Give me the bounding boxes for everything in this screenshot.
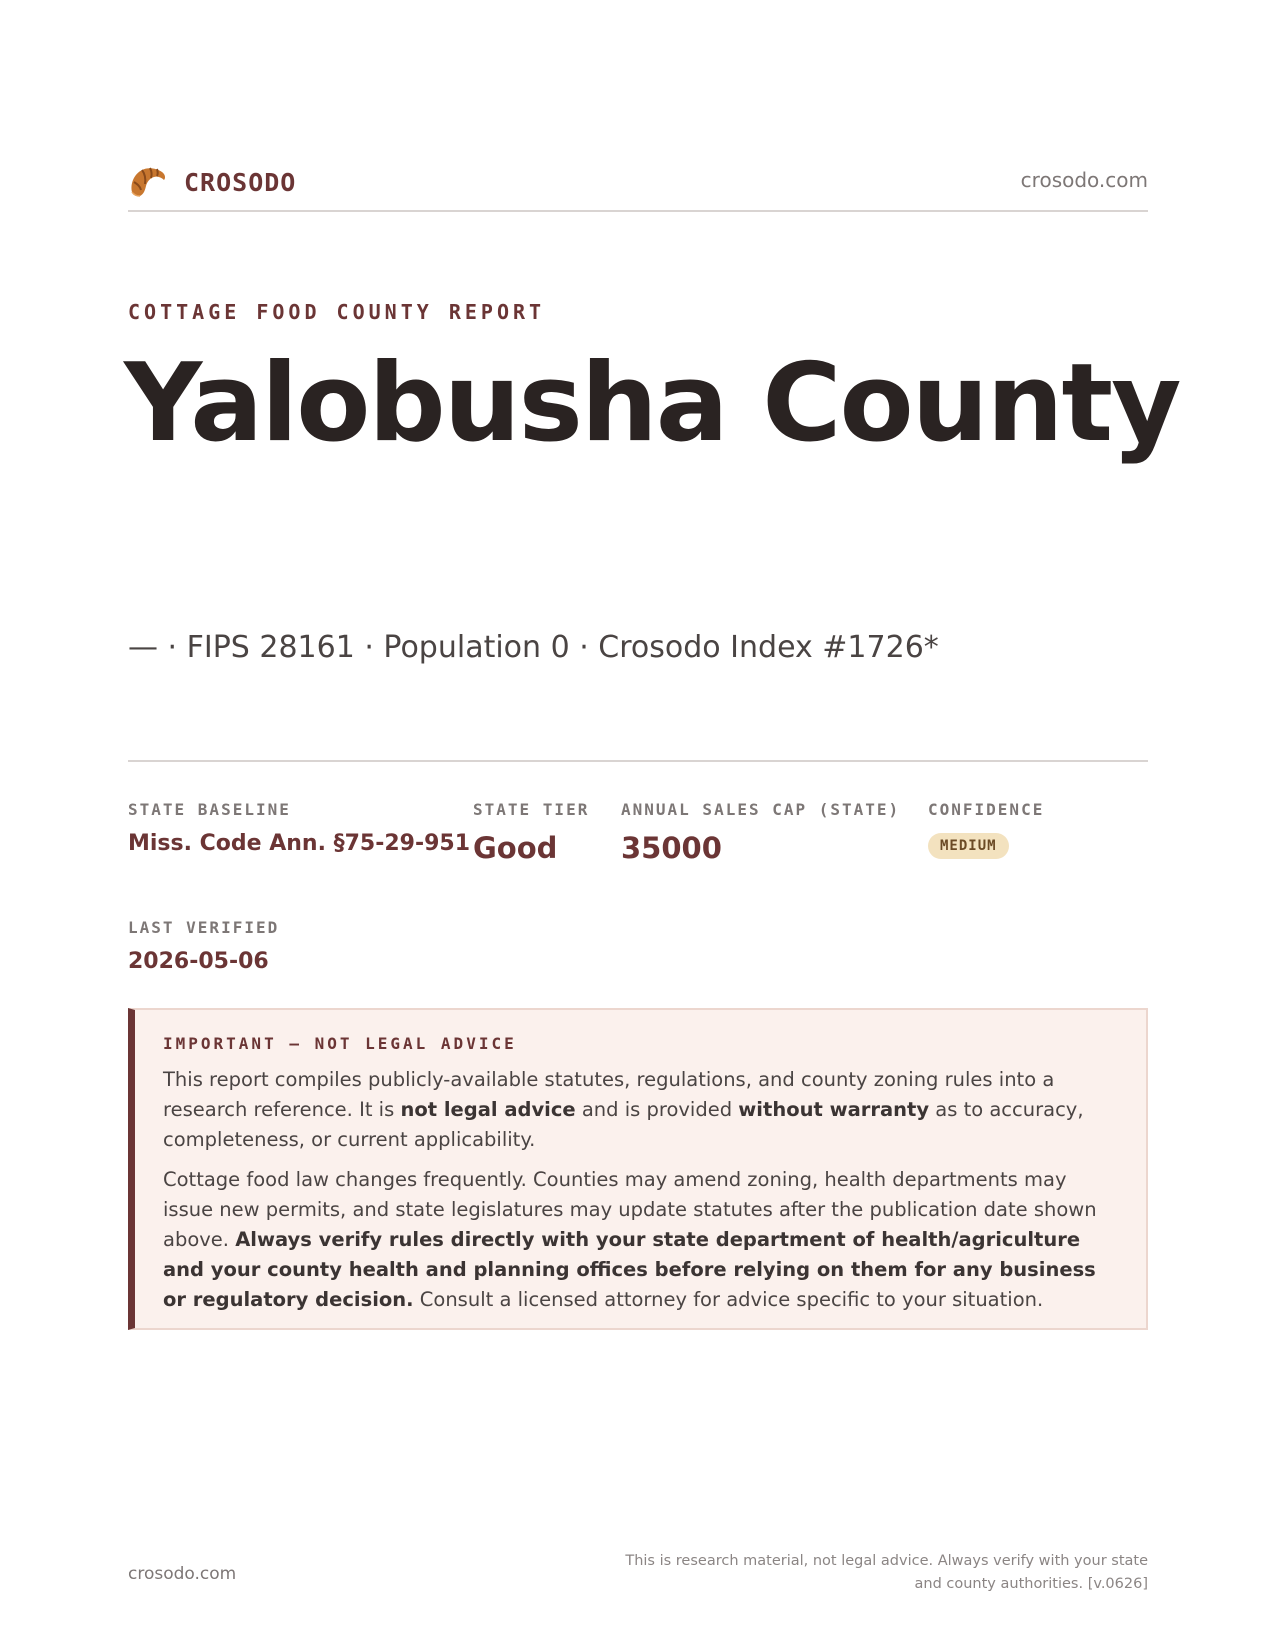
fact-label: ANNUAL SALES CAP (STATE) xyxy=(621,800,901,819)
fact-confidence xyxy=(928,800,1044,859)
page-title: Yalobusha County xyxy=(124,341,1180,466)
fact-value: 2026-05-06 xyxy=(128,949,269,974)
brand xyxy=(128,162,296,202)
fact-state-baseline xyxy=(128,800,470,856)
fact-value: Good xyxy=(473,831,558,865)
footer-disclaimer-line: and county authorities. [v.0626] xyxy=(914,1576,1148,1592)
notice-emphasis: Always verify rules directly with your state department of health/agriculture and your county health and planning offices before relying on them for any business or regulatory decision. xyxy=(163,1228,1096,1311)
legal-notice xyxy=(128,1008,1148,1330)
notice-text: This report compiles publicly-available statutes, regulations, and county zoning rules into a research reference. It is xyxy=(163,1068,1055,1121)
fact-last-verified xyxy=(128,918,279,974)
fact-value: Miss. Code Ann. §75-29-951 xyxy=(128,831,471,856)
footer-disclaimer-line: This is research material, not legal advice. Always verify with your state xyxy=(625,1553,1148,1569)
footer-site-link[interactable]: crosodo.com xyxy=(128,1564,237,1584)
footer-disclaimer xyxy=(588,1550,1148,1596)
notice-text: Cottage food law changes frequently. Counties may amend zoning, health departments may issue new permits, and state legislatures may update statutes after the publication date shown above. xyxy=(163,1168,1097,1251)
confidence-badge: MEDIUM xyxy=(928,833,1009,859)
report-kicker: COTTAGE FOOD COUNTY REPORT xyxy=(128,300,546,324)
notice-emphasis: not legal advice xyxy=(400,1098,576,1121)
fact-label: LAST VERIFIED xyxy=(128,918,280,937)
notice-paragraph xyxy=(163,1065,1120,1155)
brand-name: CROSODO xyxy=(184,167,297,197)
fact-state-tier xyxy=(473,800,589,865)
section-divider xyxy=(128,760,1148,762)
croissant-icon xyxy=(128,162,168,202)
notice-text: Consult a licensed attorney for advice specific to your situation. xyxy=(413,1288,1044,1311)
notice-text: as to accuracy, completeness, or current applicability. xyxy=(163,1098,1084,1151)
notice-emphasis: without warranty xyxy=(738,1098,930,1121)
notice-title: IMPORTANT — NOT LEGAL ADVICE xyxy=(163,1034,517,1053)
site-url-link[interactable]: crosodo.com xyxy=(1020,168,1148,192)
report-page xyxy=(124,0,1180,1650)
fact-label: STATE TIER xyxy=(473,800,590,819)
fact-label: STATE BASELINE xyxy=(128,800,291,819)
fact-sales-cap xyxy=(621,800,900,865)
page-header xyxy=(128,156,1148,212)
notice-paragraph xyxy=(163,1165,1120,1315)
county-meta-line: — · FIPS 28161 · Population 0 · Crosodo Index #1726* xyxy=(128,630,939,665)
notice-text: and is provided xyxy=(575,1098,739,1121)
fact-value: 35000 xyxy=(621,831,722,865)
fact-label: CONFIDENCE xyxy=(928,800,1045,819)
